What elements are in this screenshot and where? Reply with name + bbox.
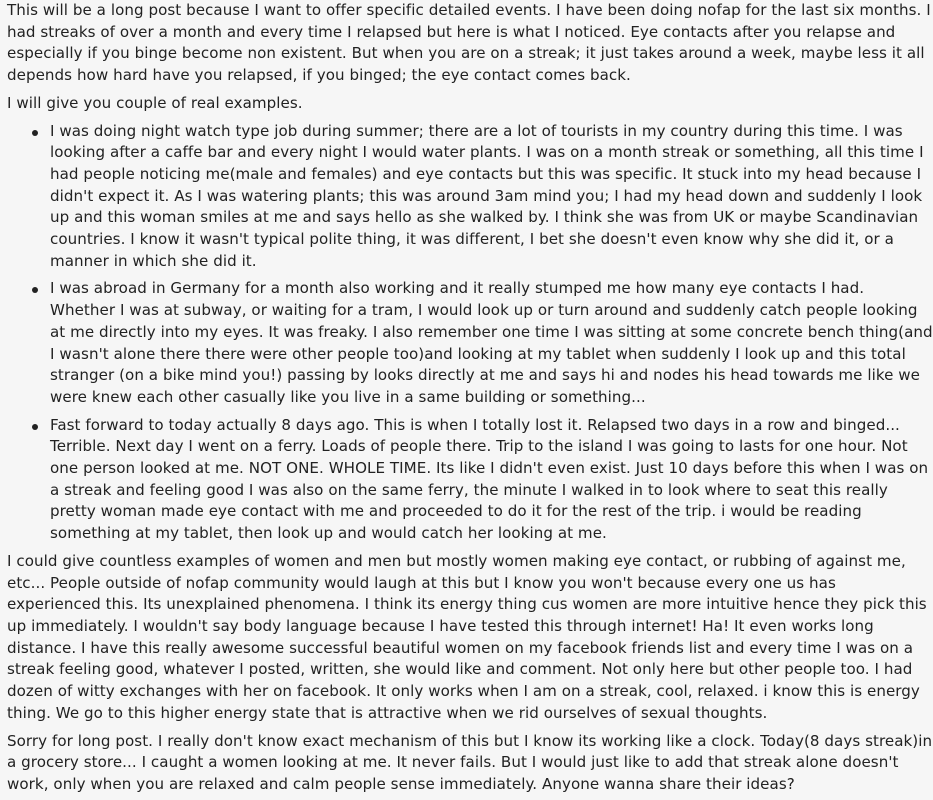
bullet-icon <box>32 287 38 293</box>
list-item <box>50 278 933 408</box>
lead-in-paragraph: I will give you couple of real examples. <box>7 93 303 112</box>
intro-paragraph: This will be a long post because I want to offer specific detailed events. I have been doing nofap for the last six months. I had streaks of over a month and every time I relapsed but here is what I noticed. Eye contacts after you relapse and especially if you binge become non existent. But when you are on a streak; it just takes around a week, maybe less it all depends how hard have you relapsed, if you binged; the eye contact comes back. <box>7 1 931 85</box>
list-item-text: I was abroad in Germany for a month also working and it really stumped me how many eye contacts I had. Whether I was at subway, or waiting for a tram, I would look up or turn around and suddenly catch people looking at me directly into my eyes. It was freaky. I also remember one time I was sitting at some concrete bench thing(and I wasn't alone there there were other people too)and looking at my tablet when suddenly I look up and this total stranger (on a bike mind you!) passing by looks directly at me and says hi and nodes his head towards me like we were knew each other casually like you live in a same building or something... <box>50 279 933 406</box>
closing-paragraph: Sorry for long post. I really don't know exact mechanism of this but I know its working like a clock. Today(8 days streak)in a grocery store... I caught a women looking at me. It never fails. But I would just like to add that streak alone doesn't work, only when you are relaxed and calm people sense immediately. Anyone wanna share their ideas? <box>7 731 933 793</box>
bullet-icon <box>32 424 38 430</box>
list-item-text: Fast forward to today actually 8 days ago. This is when I totally lost it. Relapsed two days in a row and binged... Terrible. Next day I went on a ferry. Loads of people there. Trip to the island I was going to lasts for one hour. Not one person looked at me. NOT ONE. WHOLE TIME. Its like I didn't even exist. Just 10 days before this when I was on a streak and feeling good I was also on the same ferry, the minute I walked in to look where to seat this really pretty woman made eye contact with me and proceeded to do it for the rest of the trip. i would be reading something at my tablet, then look up and would catch her looking at me. <box>50 415 929 543</box>
list-item <box>50 415 933 545</box>
examples-list <box>7 121 933 545</box>
list-item-text: I was doing night watch type job during summer; there are a lot of tourists in my country during this time. I was looking after a caffe bar and every night I would water plants. I was on a month streak or something, all this time I had people noticing me(male and females) and eye contacts but this was specific. It stuck into my head because I didn't expect it. As I was watering plants; this was around 3am mind you; I had my head down and suddenly I look up and this woman smiles at me and says hello as she walked by. I think she was from UK or maybe Scandinavian countries. I know it wasn't typical polite thing, it was different, I bet she doesn't even know why she did it, or a manner in which she did it. <box>50 121 924 270</box>
post-body <box>7 0 933 796</box>
body-paragraph: I could give countless examples of women and men but mostly women making eye contact, or rubbing of against me, etc... People outside of nofap community would laugh at this but I know you won't because every one us has experienced this. Its unexplained phenomena. I think its energy thing cus women are more intuitive hence they pick this up immediately. I wouldn't say body language because I have tested this through internet! Ha! It even works long distance. I have this really awesome successful beautiful women on my facebook friends list and every time I was on a streak feeling good, whatever I posted, written, she would like and comment. Not only here but other people too. I had dozen of witty exchanges with her on facebook. It only works when I am on a streak, cool, relaxed. i know this is energy thing. We go to this higher energy state that is attractive when we rid ourselves of sexual thoughts. <box>7 551 927 722</box>
list-item <box>50 121 933 273</box>
bullet-icon <box>32 130 38 136</box>
